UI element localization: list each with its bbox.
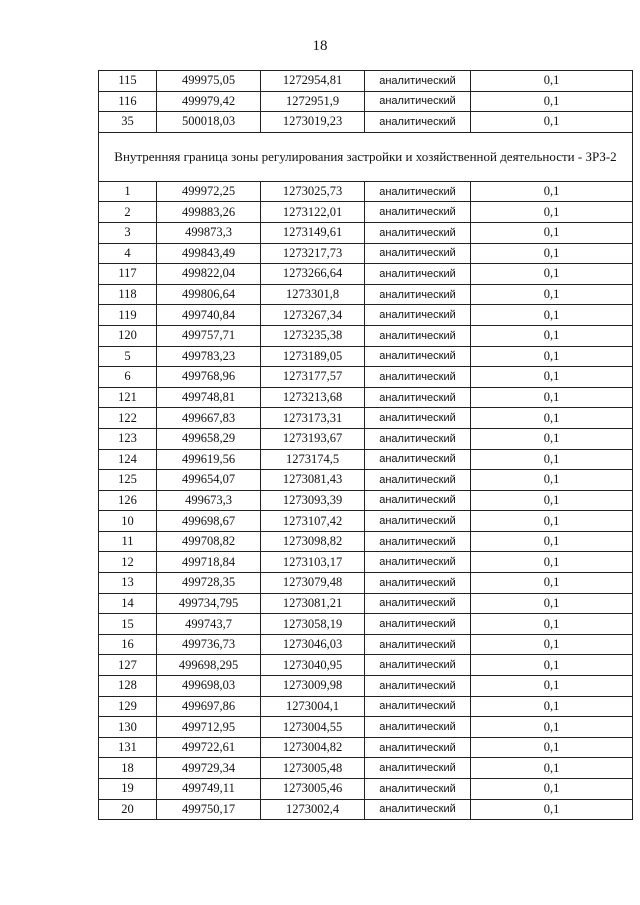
x-coordinate-cell: 499728,35: [157, 573, 261, 594]
accuracy-cell: 0,1: [471, 264, 633, 285]
y-coordinate-cell: 1273173,31: [261, 408, 365, 429]
section-heading: Внутренняя граница зоны регулирования застройки и хозяйственной деятельности - ЗРЗ-2: [99, 132, 633, 181]
page-number: 18: [312, 38, 328, 54]
y-coordinate-cell: 1273103,17: [261, 552, 365, 573]
y-coordinate-cell: 1273177,57: [261, 367, 365, 388]
method-cell: аналитический: [365, 490, 471, 511]
method-cell: аналитический: [365, 264, 471, 285]
x-coordinate-cell: 499722,61: [157, 737, 261, 758]
point-number-cell: 19: [99, 779, 157, 800]
table-row: [99, 593, 633, 614]
method-cell: аналитический: [365, 428, 471, 449]
method-cell: аналитический: [365, 511, 471, 532]
x-coordinate-cell: 499883,26: [157, 202, 261, 223]
y-coordinate-cell: 1273213,68: [261, 387, 365, 408]
table-row: [99, 779, 633, 800]
method-cell: аналитический: [365, 222, 471, 243]
x-coordinate-cell: 499750,17: [157, 799, 261, 820]
x-coordinate-cell: 499822,04: [157, 264, 261, 285]
accuracy-cell: 0,1: [471, 779, 633, 800]
table-row: [99, 758, 633, 779]
point-number-cell: 120: [99, 325, 157, 346]
table-row: [99, 614, 633, 635]
y-coordinate-cell: 1272951,9: [261, 91, 365, 112]
table-row: [99, 264, 633, 285]
accuracy-cell: 0,1: [471, 243, 633, 264]
point-number-cell: 13: [99, 573, 157, 594]
method-cell: аналитический: [365, 717, 471, 738]
y-coordinate-cell: 1273005,46: [261, 779, 365, 800]
x-coordinate-cell: 499783,23: [157, 346, 261, 367]
point-number-cell: 121: [99, 387, 157, 408]
point-number-cell: 3: [99, 222, 157, 243]
y-coordinate-cell: 1273235,38: [261, 325, 365, 346]
section-body: [99, 132, 633, 181]
accuracy-cell: 0,1: [471, 552, 633, 573]
table-row: [99, 91, 633, 112]
table-row: [99, 181, 633, 202]
method-cell: аналитический: [365, 552, 471, 573]
table-row: [99, 305, 633, 326]
accuracy-cell: 0,1: [471, 634, 633, 655]
method-cell: аналитический: [365, 470, 471, 491]
point-number-cell: 123: [99, 428, 157, 449]
method-cell: аналитический: [365, 531, 471, 552]
method-cell: аналитический: [365, 284, 471, 305]
accuracy-cell: 0,1: [471, 181, 633, 202]
table-row: [99, 325, 633, 346]
accuracy-cell: 0,1: [471, 676, 633, 697]
method-cell: аналитический: [365, 634, 471, 655]
accuracy-cell: 0,1: [471, 593, 633, 614]
method-cell: аналитический: [365, 387, 471, 408]
accuracy-cell: 0,1: [471, 655, 633, 676]
x-coordinate-cell: 499712,95: [157, 717, 261, 738]
table-row: [99, 408, 633, 429]
table-row: [99, 634, 633, 655]
point-number-cell: 2: [99, 202, 157, 223]
y-coordinate-cell: 1273081,43: [261, 470, 365, 491]
y-coordinate-cell: 1273040,95: [261, 655, 365, 676]
accuracy-cell: 0,1: [471, 305, 633, 326]
y-coordinate-cell: 1273079,48: [261, 573, 365, 594]
table-row: [99, 676, 633, 697]
point-number-cell: 131: [99, 737, 157, 758]
y-coordinate-cell: 1273301,8: [261, 284, 365, 305]
accuracy-cell: 0,1: [471, 737, 633, 758]
accuracy-cell: 0,1: [471, 470, 633, 491]
y-coordinate-cell: 1273193,67: [261, 428, 365, 449]
method-cell: аналитический: [365, 305, 471, 326]
method-cell: аналитический: [365, 91, 471, 112]
table-row: [99, 71, 633, 92]
x-coordinate-cell: 499718,84: [157, 552, 261, 573]
x-coordinate-cell: 499734,795: [157, 593, 261, 614]
x-coordinate-cell: 499658,29: [157, 428, 261, 449]
accuracy-cell: 0,1: [471, 387, 633, 408]
x-coordinate-cell: 499843,49: [157, 243, 261, 264]
point-number-cell: 20: [99, 799, 157, 820]
table-row: [99, 449, 633, 470]
y-coordinate-cell: 1273005,48: [261, 758, 365, 779]
point-number-cell: 122: [99, 408, 157, 429]
point-number-cell: 125: [99, 470, 157, 491]
y-coordinate-cell: 1273004,82: [261, 737, 365, 758]
x-coordinate-cell: 499698,03: [157, 676, 261, 697]
point-number-cell: 129: [99, 696, 157, 717]
x-coordinate-cell: 499654,07: [157, 470, 261, 491]
method-cell: аналитический: [365, 449, 471, 470]
table-body-before: [99, 71, 633, 133]
table-row: [99, 511, 633, 532]
point-number-cell: 119: [99, 305, 157, 326]
method-cell: аналитический: [365, 614, 471, 635]
y-coordinate-cell: 1273019,23: [261, 112, 365, 133]
accuracy-cell: 0,1: [471, 428, 633, 449]
accuracy-cell: 0,1: [471, 531, 633, 552]
x-coordinate-cell: 499757,71: [157, 325, 261, 346]
point-number-cell: 16: [99, 634, 157, 655]
x-coordinate-cell: 499708,82: [157, 531, 261, 552]
coordinates-table: [98, 70, 633, 820]
accuracy-cell: 0,1: [471, 112, 633, 133]
method-cell: аналитический: [365, 758, 471, 779]
table-row: [99, 552, 633, 573]
point-number-cell: 124: [99, 449, 157, 470]
x-coordinate-cell: 499749,11: [157, 779, 261, 800]
y-coordinate-cell: 1273122,01: [261, 202, 365, 223]
point-number-cell: 12: [99, 552, 157, 573]
method-cell: аналитический: [365, 655, 471, 676]
x-coordinate-cell: 499748,81: [157, 387, 261, 408]
accuracy-cell: 0,1: [471, 799, 633, 820]
method-cell: аналитический: [365, 346, 471, 367]
point-number-cell: 14: [99, 593, 157, 614]
y-coordinate-cell: 1273098,82: [261, 531, 365, 552]
y-coordinate-cell: 1273093,39: [261, 490, 365, 511]
x-coordinate-cell: 499673,3: [157, 490, 261, 511]
y-coordinate-cell: 1273009,98: [261, 676, 365, 697]
y-coordinate-cell: 1273025,73: [261, 181, 365, 202]
y-coordinate-cell: 1273189,05: [261, 346, 365, 367]
table-row: [99, 346, 633, 367]
x-coordinate-cell: 499975,05: [157, 71, 261, 92]
accuracy-cell: 0,1: [471, 202, 633, 223]
method-cell: аналитический: [365, 71, 471, 92]
method-cell: аналитический: [365, 676, 471, 697]
point-number-cell: 18: [99, 758, 157, 779]
method-cell: аналитический: [365, 181, 471, 202]
accuracy-cell: 0,1: [471, 490, 633, 511]
point-number-cell: 116: [99, 91, 157, 112]
table-row: [99, 112, 633, 133]
table-row: [99, 428, 633, 449]
accuracy-cell: 0,1: [471, 408, 633, 429]
y-coordinate-cell: 1273266,64: [261, 264, 365, 285]
method-cell: аналитический: [365, 112, 471, 133]
section-heading-row: [99, 132, 633, 181]
table-row: [99, 470, 633, 491]
x-coordinate-cell: 499873,3: [157, 222, 261, 243]
y-coordinate-cell: 1273149,61: [261, 222, 365, 243]
table-row: [99, 202, 633, 223]
point-number-cell: 115: [99, 71, 157, 92]
y-coordinate-cell: 1273081,21: [261, 593, 365, 614]
x-coordinate-cell: 499698,67: [157, 511, 261, 532]
point-number-cell: 5: [99, 346, 157, 367]
table-body-after: [99, 181, 633, 819]
table-row: [99, 799, 633, 820]
method-cell: аналитический: [365, 408, 471, 429]
point-number-cell: 35: [99, 112, 157, 133]
accuracy-cell: 0,1: [471, 758, 633, 779]
x-coordinate-cell: 499667,83: [157, 408, 261, 429]
x-coordinate-cell: 499768,96: [157, 367, 261, 388]
point-number-cell: 15: [99, 614, 157, 635]
table-row: [99, 490, 633, 511]
y-coordinate-cell: 1273217,73: [261, 243, 365, 264]
accuracy-cell: 0,1: [471, 91, 633, 112]
method-cell: аналитический: [365, 737, 471, 758]
point-number-cell: 130: [99, 717, 157, 738]
x-coordinate-cell: 499697,86: [157, 696, 261, 717]
table-row: [99, 531, 633, 552]
y-coordinate-cell: 1273004,1: [261, 696, 365, 717]
y-coordinate-cell: 1273002,4: [261, 799, 365, 820]
table-row: [99, 284, 633, 305]
accuracy-cell: 0,1: [471, 284, 633, 305]
y-coordinate-cell: 1273046,03: [261, 634, 365, 655]
x-coordinate-cell: 499979,42: [157, 91, 261, 112]
y-coordinate-cell: 1273107,42: [261, 511, 365, 532]
table-row: [99, 696, 633, 717]
x-coordinate-cell: 499729,34: [157, 758, 261, 779]
x-coordinate-cell: 499619,56: [157, 449, 261, 470]
x-coordinate-cell: 499743,7: [157, 614, 261, 635]
table-row: [99, 387, 633, 408]
point-number-cell: 6: [99, 367, 157, 388]
table-row: [99, 573, 633, 594]
point-number-cell: 10: [99, 511, 157, 532]
x-coordinate-cell: 499740,84: [157, 305, 261, 326]
accuracy-cell: 0,1: [471, 511, 633, 532]
method-cell: аналитический: [365, 696, 471, 717]
point-number-cell: 118: [99, 284, 157, 305]
accuracy-cell: 0,1: [471, 614, 633, 635]
x-coordinate-cell: 499698,295: [157, 655, 261, 676]
table-row: [99, 717, 633, 738]
accuracy-cell: 0,1: [471, 222, 633, 243]
point-number-cell: 128: [99, 676, 157, 697]
table-row: [99, 222, 633, 243]
table-row: [99, 655, 633, 676]
method-cell: аналитический: [365, 593, 471, 614]
method-cell: аналитический: [365, 573, 471, 594]
accuracy-cell: 0,1: [471, 696, 633, 717]
method-cell: аналитический: [365, 779, 471, 800]
y-coordinate-cell: 1273267,34: [261, 305, 365, 326]
method-cell: аналитический: [365, 367, 471, 388]
method-cell: аналитический: [365, 799, 471, 820]
y-coordinate-cell: 1272954,81: [261, 71, 365, 92]
x-coordinate-cell: 499736,73: [157, 634, 261, 655]
accuracy-cell: 0,1: [471, 573, 633, 594]
accuracy-cell: 0,1: [471, 449, 633, 470]
point-number-cell: 4: [99, 243, 157, 264]
y-coordinate-cell: 1273058,19: [261, 614, 365, 635]
point-number-cell: 126: [99, 490, 157, 511]
table-row: [99, 367, 633, 388]
method-cell: аналитический: [365, 202, 471, 223]
table-row: [99, 737, 633, 758]
y-coordinate-cell: 1273174,5: [261, 449, 365, 470]
point-number-cell: 1: [99, 181, 157, 202]
x-coordinate-cell: 499806,64: [157, 284, 261, 305]
y-coordinate-cell: 1273004,55: [261, 717, 365, 738]
accuracy-cell: 0,1: [471, 346, 633, 367]
method-cell: аналитический: [365, 243, 471, 264]
method-cell: аналитический: [365, 325, 471, 346]
point-number-cell: 11: [99, 531, 157, 552]
accuracy-cell: 0,1: [471, 717, 633, 738]
accuracy-cell: 0,1: [471, 367, 633, 388]
table-row: [99, 243, 633, 264]
accuracy-cell: 0,1: [471, 71, 633, 92]
x-coordinate-cell: 499972,25: [157, 181, 261, 202]
accuracy-cell: 0,1: [471, 325, 633, 346]
point-number-cell: 127: [99, 655, 157, 676]
x-coordinate-cell: 500018,03: [157, 112, 261, 133]
point-number-cell: 117: [99, 264, 157, 285]
